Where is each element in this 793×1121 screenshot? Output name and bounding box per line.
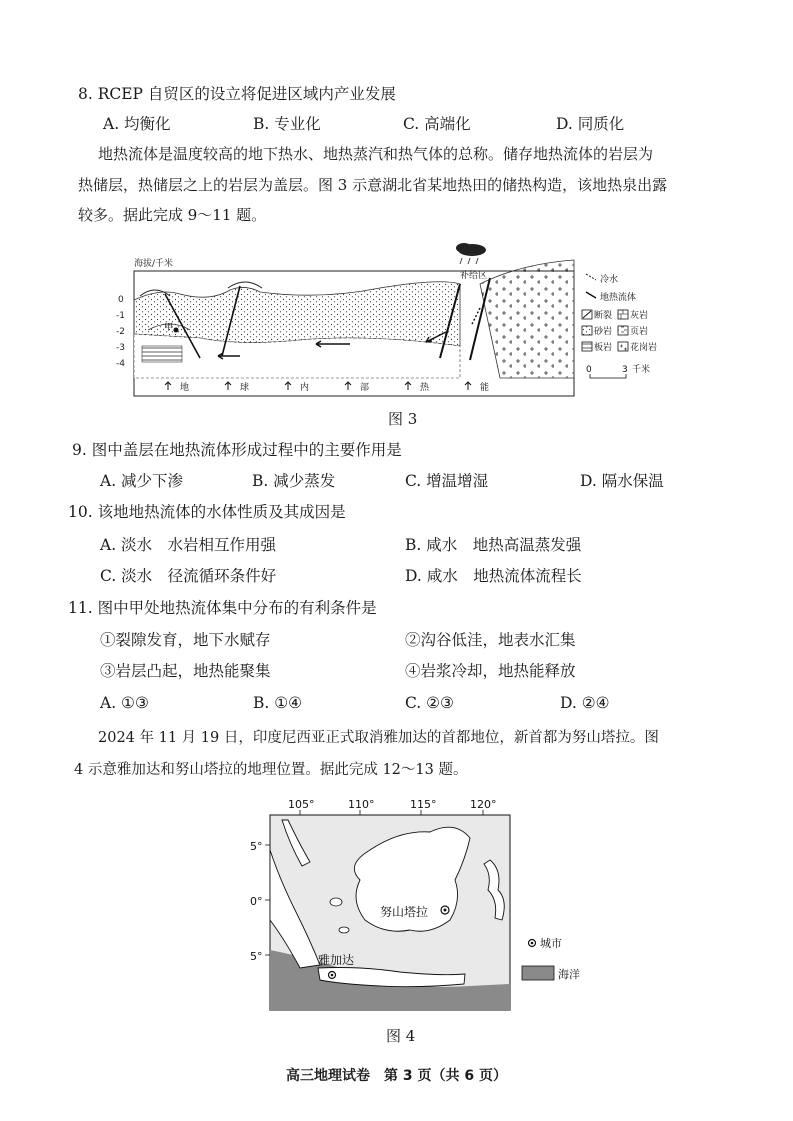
figure-3-caption: 图 3 — [388, 410, 418, 428]
q11-option-a: A. ①③ — [100, 694, 149, 712]
q9-option-a: A. 减少下渗 — [100, 472, 184, 490]
fig3-bottom-6: 能 — [480, 383, 490, 393]
passage2-line2: 4 示意雅加达和努山塔拉的地理位置。据此完成 12～13 题。 — [74, 762, 468, 778]
q11-condition-1: ①裂隙发育，地下水赋存 — [100, 631, 271, 649]
fig3-bottom-1: 地 — [180, 383, 190, 393]
fig3-bottom-5: 热 — [420, 383, 430, 393]
fig3-legend-granite: 花岗岩 — [630, 343, 658, 353]
q11-option-b: B. ①④ — [253, 694, 303, 712]
fig4-lon-115: 115° — [410, 798, 437, 811]
q8-option-b: B. 专业化 — [253, 115, 321, 133]
passage2-line1: 2024 年 11 月 19 日，印度尼西亚正式取消雅加达的首都地位，新首都为努山塔拉。图 — [98, 730, 659, 746]
fig3-scale-value: 3 — [622, 365, 628, 375]
q11-stem: 11. 图中甲处地热流体集中分布的有利条件是 — [68, 599, 377, 617]
q10-stem: 10. 该地地热流体的水体性质及其成因是 — [68, 503, 346, 521]
figure-4-caption: 图 4 — [386, 1027, 416, 1045]
fig4-legend-ocean: 海洋 — [558, 968, 580, 981]
fig4-lon-120: 120° — [470, 798, 497, 811]
fig3-ytick-4: -4 — [116, 359, 125, 369]
q11-option-c: C. ②③ — [405, 694, 454, 712]
passage1-line2: 热储层，热储层之上的岩层为盖层。图 3 示意湖北省某地热田的储热构造，该地热泉出露 — [78, 176, 668, 194]
q11-condition-4: ④岩浆冷却，地热能释放 — [405, 662, 576, 680]
q11-condition-3: ③岩层凸起，地热能聚集 — [100, 662, 271, 680]
fig4-lat-5n: 5° — [250, 840, 263, 853]
fig4-lon-110: 110° — [348, 798, 375, 811]
q8-option-a: A. 均衡化 — [103, 115, 171, 133]
q10-option-d: D. 咸水 地热流体流程长 — [405, 567, 582, 585]
fig3-legend-limestone: 灰岩 — [630, 311, 649, 321]
fig4-lon-105: 105° — [288, 798, 315, 811]
fig3-ytick-3: -3 — [116, 343, 125, 353]
fig4-lat-0: 0° — [250, 895, 263, 908]
q11-condition-2: ②沟谷低洼，地表水汇集 — [405, 631, 576, 649]
fig3-bottom-4: 部 — [360, 383, 370, 393]
figure-4-map — [240, 790, 600, 1020]
fig4-legend-city: 城市 — [540, 937, 562, 950]
fig3-legend-cold-water: 冷水 — [600, 275, 619, 285]
fig4-lat-5s: 5° — [250, 950, 263, 963]
fig3-recharge-label: 补给区 — [460, 271, 488, 281]
fig3-scale-unit: 千米 — [632, 365, 651, 375]
q8-option-c: C. 高端化 — [403, 115, 471, 133]
fig4-city-nusantara: 努山塔拉 — [380, 905, 429, 919]
fig3-legend-slate: 板岩 — [594, 343, 613, 353]
fig3-legend-geo-fluid: 地热流体 — [600, 293, 637, 303]
q10-option-b: B. 咸水 地热高温蒸发强 — [405, 536, 582, 554]
q11-option-d: D. ②④ — [560, 694, 610, 712]
passage1-line3: 较多。据此完成 9～11 题。 — [78, 206, 267, 224]
fig3-legend-shale: 页岩 — [630, 327, 649, 337]
q9-stem: 9. 图中盖层在地热流体形成过程中的主要作用是 — [72, 441, 402, 459]
passage1-line1: 地热流体是温度较高的地下热水、地热蒸汽和热气体的总称。储存地热流体的岩层为 — [98, 145, 654, 163]
fig4-city-jakarta: 雅加达 — [318, 953, 355, 967]
q8-option-d: D. 同质化 — [556, 115, 625, 133]
q10-option-a: A. 淡水 水岩相互作用强 — [100, 536, 277, 554]
q9-option-d: D. 隔水保温 — [580, 472, 664, 490]
fig3-legend-sandstone: 砂岩 — [594, 327, 613, 337]
q9-option-b: B. 减少蒸发 — [252, 472, 336, 490]
q10-option-c: C. 淡水 径流循环条件好 — [100, 567, 277, 585]
fig3-ylabel: 海拔/千米 — [134, 259, 174, 269]
q8-stem: 8. RCEP 自贸区的设立将促进区域内产业发展 — [78, 85, 396, 103]
page-footer: 高三地理试卷 第 3 页（共 6 页） — [286, 1068, 507, 1084]
q9-option-c: C. 增温增湿 — [405, 472, 489, 490]
fig3-ytick-1: -1 — [116, 311, 125, 321]
fig3-bottom-3: 内 — [300, 383, 310, 393]
fig3-bottom-2: 球 — [240, 383, 250, 393]
figure-3-cross-section — [116, 238, 680, 403]
fig3-legend-fault: 断裂 — [594, 311, 613, 321]
fig3-ytick-2: -2 — [116, 327, 125, 337]
fig3-scale-zero: 0 — [586, 365, 592, 375]
fig3-point-jia: 甲 — [164, 323, 174, 333]
fig3-ytick-0: 0 — [118, 295, 124, 305]
